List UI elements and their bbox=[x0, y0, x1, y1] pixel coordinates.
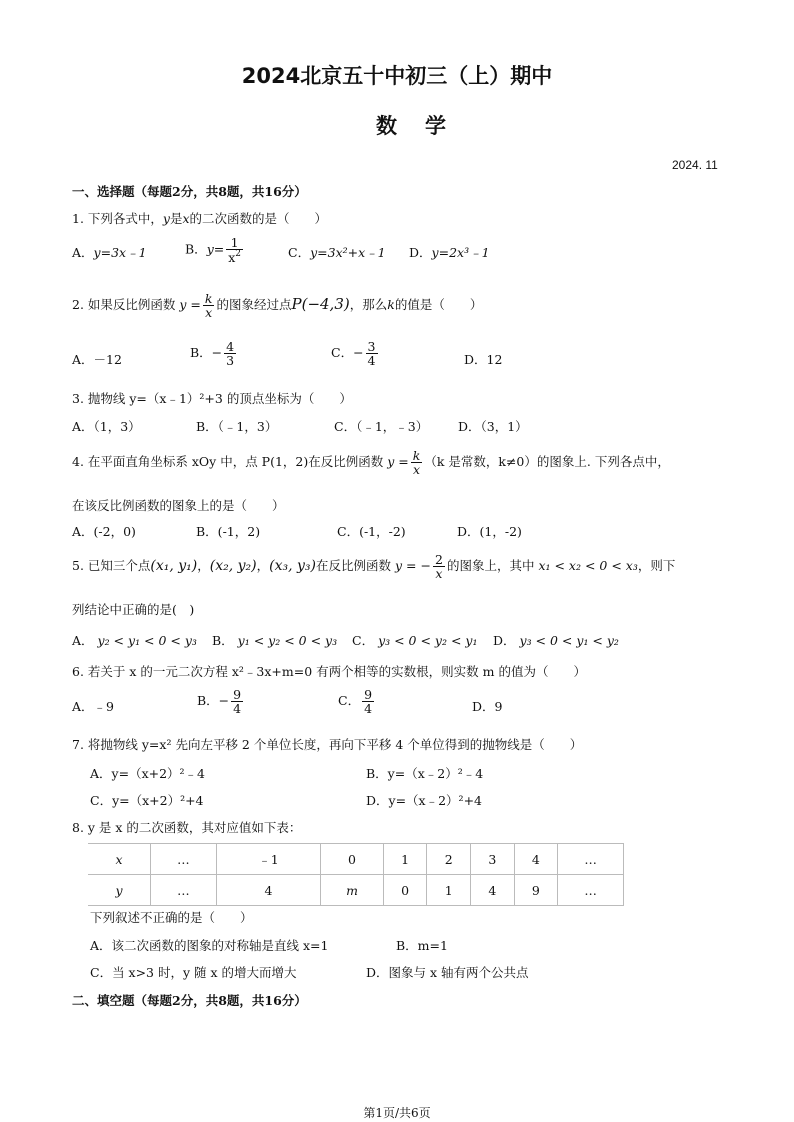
table-cell: 0 bbox=[321, 844, 384, 875]
section-heading-choice: 一、选择题（每题2分，共8题，共16分） bbox=[72, 184, 307, 199]
question-6-option-b[interactable]: B．− $\frac{9}{4}$ bbox=[197, 687, 242, 717]
question-7-option-a[interactable]: A．y=（x+2）²﹣4 bbox=[90, 766, 206, 781]
table-cell: x bbox=[88, 844, 151, 875]
table-cell: 9 bbox=[514, 875, 558, 906]
page-number: 第1页/共6页 bbox=[363, 1106, 431, 1120]
table-cell: ﹣1 bbox=[216, 844, 320, 875]
question-2-stem: 2. 如果反比例函数 y = $\frac{k}{x}$ 的图象经过点P(−4,3)，那么k的值是（ ） bbox=[72, 291, 483, 321]
question-8-sub-stem: 下列叙述不正确的是（ ） bbox=[90, 910, 253, 925]
question-5-stem: 5. 已知三个点(x₁, y₁)，(x₂, y₂)，(x₃, y₃)在反比例函数 y = − $\frac{2}{x}$ 的图象上，其中 x₁ < x₂ < 0 < x₃，则下 bbox=[72, 552, 676, 582]
question-1-option-d[interactable]: D．y=2x³﹣1 bbox=[409, 245, 490, 260]
question-7-option-d[interactable]: D．y=（x﹣2）²+4 bbox=[366, 793, 482, 808]
question-1-stem: 1. 下列各式中，y是x的二次函数的是（ ） bbox=[72, 211, 328, 226]
question-4-stem-line2: 在该反比例函数的图象上的是（ ） bbox=[72, 498, 285, 513]
question-4-option-d[interactable]: D．(1，-2) bbox=[457, 524, 522, 539]
question-3-option-c[interactable]: C．（﹣1，﹣3） bbox=[334, 419, 429, 434]
section-heading-fill-blank: 二、填空题（每题2分，共8题，共16分） bbox=[72, 993, 307, 1008]
question-6-option-d[interactable]: D．9 bbox=[472, 699, 503, 714]
subject-title: 数学 bbox=[376, 114, 474, 138]
question-3-option-d[interactable]: D．（3，1） bbox=[458, 419, 528, 434]
question-6-stem: 6. 若关于 x 的一元二次方程 x²﹣3x+m=0 有两个相等的实数根，则实数 m 的值为（ ） bbox=[72, 664, 586, 679]
question-5-option-b[interactable]: B． y₁ < y₂ < 0 < y₃ bbox=[212, 633, 338, 648]
value-table bbox=[88, 843, 624, 906]
question-4-option-a[interactable]: A．(-2，0) bbox=[72, 524, 136, 539]
table-cell: 4 bbox=[514, 844, 558, 875]
question-8-stem: 8. y 是 x 的二次函数，其对应值如下表： bbox=[72, 820, 302, 835]
question-4-option-b[interactable]: B．(-1，2) bbox=[196, 524, 261, 539]
table-cell: … bbox=[151, 875, 217, 906]
question-2-option-b[interactable]: B．− $\frac{4}{3}$ bbox=[190, 339, 235, 369]
question-6-option-a[interactable]: A．﹣9 bbox=[72, 699, 114, 714]
table-cell: … bbox=[151, 844, 217, 875]
table-cell: m bbox=[321, 875, 384, 906]
table-row bbox=[88, 844, 624, 875]
table-cell: y bbox=[88, 875, 151, 906]
question-7-option-c[interactable]: C．y=（x+2）²+4 bbox=[90, 793, 204, 808]
table-cell: 4 bbox=[471, 875, 515, 906]
question-5-option-d[interactable]: D． y₃ < 0 < y₁ < y₂ bbox=[493, 633, 619, 648]
table-row bbox=[88, 875, 624, 906]
question-8-option-a[interactable]: A．该二次函数的图象的对称轴是直线 x=1 bbox=[90, 938, 329, 953]
question-5-option-c[interactable]: C． y₃ < 0 < y₂ < y₁ bbox=[352, 633, 478, 648]
table-cell: 1 bbox=[383, 844, 427, 875]
question-5-stem-line2: 列结论中正确的是( ) bbox=[72, 602, 195, 617]
table-cell: 1 bbox=[427, 875, 471, 906]
question-2-option-c[interactable]: C．− $\frac{3}{4}$ bbox=[331, 339, 376, 369]
question-7-stem: 7. 将抛物线 y=x² 先向左平移 2 个单位长度，再向下平移 4 个单位得到的抛物线是（ ） bbox=[72, 737, 583, 752]
table-cell: … bbox=[558, 875, 624, 906]
table-cell: 4 bbox=[216, 875, 320, 906]
question-5-option-a[interactable]: A． y₂ < y₁ < 0 < y₃ bbox=[72, 633, 197, 648]
question-2-option-a[interactable]: A．－12 bbox=[72, 352, 122, 367]
question-1-option-c[interactable]: C．y=3x²+x﹣1 bbox=[288, 245, 386, 260]
question-1-option-a[interactable]: A．y=3x﹣1 bbox=[72, 245, 147, 260]
question-4-option-c[interactable]: C．(-1，-2) bbox=[337, 524, 406, 539]
table-cell: … bbox=[558, 844, 624, 875]
table-cell: 2 bbox=[427, 844, 471, 875]
question-8-option-b[interactable]: B．m=1 bbox=[396, 938, 448, 953]
question-4-stem: 4. 在平面直角坐标系 xOy 中，点 P(1，2)在反比例函数 y = $\frac{k}{x}$ （k 是常数，k≠0）的图象上. 下列各点中， bbox=[72, 448, 670, 478]
question-1-option-b[interactable]: B．y= $\frac{1}{x^2}$ bbox=[185, 235, 242, 266]
table-cell: 3 bbox=[471, 844, 515, 875]
question-3-option-b[interactable]: B．（﹣1，3） bbox=[196, 419, 278, 434]
exam-date: 2024. 11 bbox=[672, 158, 718, 172]
question-3-option-a[interactable]: A．（1，3） bbox=[72, 419, 141, 434]
page-title: 2024北京五十中初三（上）期中 bbox=[241, 64, 553, 88]
question-3-stem: 3. 抛物线 y=（x﹣1）²+3 的顶点坐标为（ ） bbox=[72, 391, 352, 406]
question-2-option-d[interactable]: D．12 bbox=[464, 352, 503, 367]
question-7-option-b[interactable]: B．y=（x﹣2）²﹣4 bbox=[366, 766, 484, 781]
question-8-option-d[interactable]: D．图象与 x 轴有两个公共点 bbox=[366, 965, 529, 980]
question-8-option-c[interactable]: C．当 x>3 时，y 随 x 的增大而增大 bbox=[90, 965, 297, 980]
question-6-option-c[interactable]: C． $\frac{9}{4}$ bbox=[338, 687, 373, 717]
table-cell: 0 bbox=[383, 875, 427, 906]
